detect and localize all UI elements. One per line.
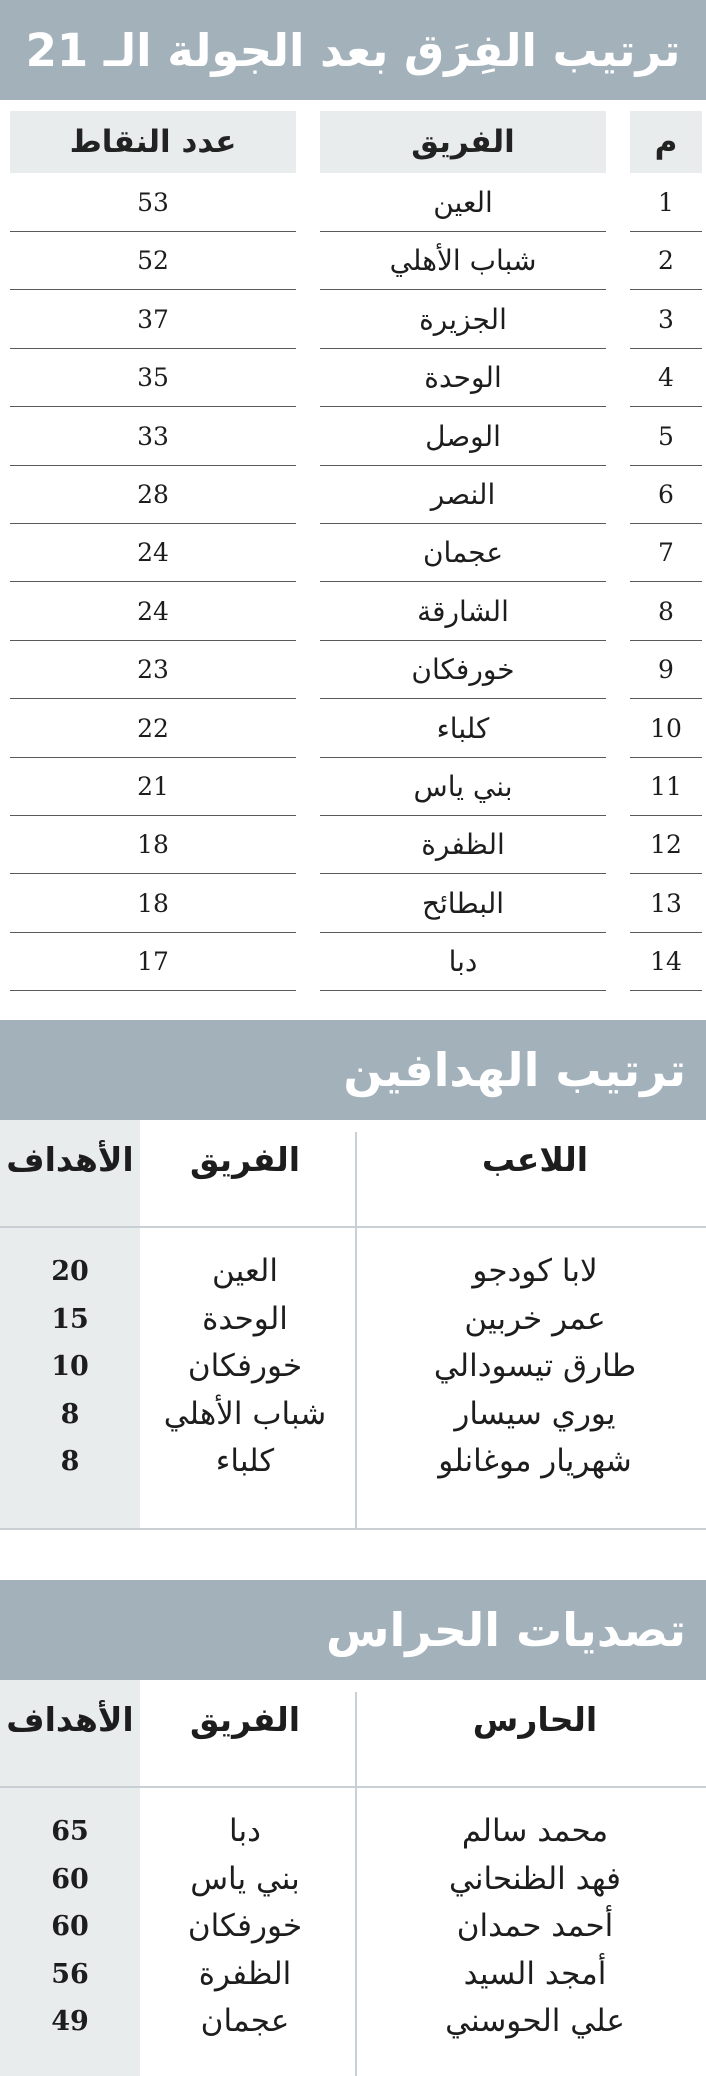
points-cell: 18 [10, 875, 296, 933]
team-cell: كلباء [320, 700, 606, 758]
column-divider [355, 1132, 357, 1530]
points-cell: 17 [10, 933, 296, 991]
rank-cell: 13 [630, 875, 702, 933]
column-divider [355, 1692, 357, 2076]
points-cell: 21 [10, 758, 296, 816]
player-name-cell: شهريار موغانلو [438, 1443, 632, 1479]
scorers-section [0, 1120, 706, 1530]
goals-cell: 8 [60, 1398, 80, 1430]
points-cell: 37 [10, 291, 296, 349]
scorers-title: ترتيب الهدافين [0, 1020, 706, 1120]
keepers-section [0, 1680, 706, 2076]
team-cell: الوصل [320, 408, 606, 466]
team-cell: خورفكان [187, 1348, 303, 1384]
header-separator [0, 1786, 706, 1788]
rank-cell: 1 [630, 174, 702, 232]
goals-cell: 60 [51, 1911, 89, 1942]
rank-cell: 4 [630, 349, 702, 407]
points-cell: 35 [10, 349, 296, 407]
keeper-name-cell: أمجد السيد [463, 1955, 607, 1992]
goals-cell: 65 [51, 1816, 89, 1847]
team-cell: الظفرة [198, 1955, 292, 1992]
team-cell: خورفكان [320, 641, 606, 699]
team-cell: بني ياس [190, 1860, 300, 1897]
team-cell: الوحدة [202, 1300, 288, 1337]
goals-cell: 10 [51, 1351, 89, 1382]
team-cell: شباب الأهلي [163, 1395, 327, 1432]
keepers-title: تصديات الحراس [0, 1580, 706, 1680]
points-column-header: عدد النقاط [10, 111, 296, 173]
player-name-cell: يوري سيسار [454, 1395, 616, 1432]
team-cell: العين [212, 1253, 278, 1289]
goals-cell: 49 [51, 2006, 89, 2037]
team-column-header: الفريق [189, 1700, 301, 1739]
rank-cell: 7 [630, 524, 702, 582]
rank-cell: 5 [630, 408, 702, 466]
team-cell: النصر [320, 466, 606, 524]
rank-cell: 9 [630, 641, 702, 699]
goals-cell: 20 [51, 1256, 89, 1287]
rank-cell: 11 [630, 758, 702, 816]
keeper-column-header: الحارس [472, 1700, 598, 1739]
points-cell: 53 [10, 174, 296, 232]
points-cell: 23 [10, 641, 296, 699]
player-name-cell: لابا كودجو [472, 1253, 598, 1289]
rank-cell: 6 [630, 466, 702, 524]
team-cell: عجمان [320, 524, 606, 582]
goals-column-header: الأهداف [6, 1700, 134, 1739]
points-cell: 24 [10, 583, 296, 641]
player-column-header: اللاعب [481, 1140, 589, 1179]
team-cell: دبا [320, 933, 606, 991]
rank-column-header: م [630, 111, 702, 173]
standings-title: ترتيب الفِرَق بعد الجولة الـ 21 [0, 0, 706, 100]
goals-cell: 8 [60, 1446, 80, 1477]
keeper-name-cell: محمد سالم [461, 1813, 609, 1849]
header-separator [0, 1226, 706, 1228]
points-cell: 24 [10, 524, 296, 582]
team-cell: العين [320, 174, 606, 232]
goals-column-header: الأهداف [6, 1140, 134, 1179]
points-cell: 52 [10, 232, 296, 290]
rank-cell: 3 [630, 291, 702, 349]
team-cell: دبا [229, 1813, 261, 1849]
team-cell: البطائح [320, 875, 606, 933]
team-column-header: الفريق [189, 1140, 301, 1179]
rank-cell: 8 [630, 583, 702, 641]
points-cell: 22 [10, 700, 296, 758]
keeper-name-cell: أحمد حمدان [456, 1908, 614, 1944]
team-cell: بني ياس [320, 758, 606, 816]
goals-cell: 56 [51, 1958, 89, 1990]
points-cell: 33 [10, 408, 296, 466]
player-name-cell: طارق تيسودالي [433, 1348, 637, 1384]
goals-cell: 15 [51, 1303, 89, 1335]
team-column-header: الفريق [320, 111, 606, 173]
team-cell: عجمان [200, 2003, 290, 2039]
rank-cell: 12 [630, 816, 702, 874]
team-cell: كلباء [215, 1443, 275, 1479]
keeper-name-cell: فهد الظنحاني [449, 1860, 621, 1897]
team-cell: خورفكان [187, 1908, 303, 1944]
rank-cell: 14 [630, 933, 702, 991]
team-cell: الشارقة [320, 583, 606, 641]
team-cell: الجزيرة [320, 291, 606, 349]
rank-cell: 2 [630, 232, 702, 290]
team-cell: شباب الأهلي [320, 232, 606, 290]
section-bottom-line [0, 1528, 706, 1530]
team-cell: الظفرة [320, 816, 606, 874]
player-name-cell: عمر خربين [464, 1300, 606, 1337]
keeper-name-cell: علي الحوسني [445, 2003, 625, 2039]
goals-cell: 60 [51, 1863, 89, 1895]
points-cell: 18 [10, 816, 296, 874]
team-cell: الوحدة [320, 349, 606, 407]
points-cell: 28 [10, 466, 296, 524]
rank-cell: 10 [630, 700, 702, 758]
